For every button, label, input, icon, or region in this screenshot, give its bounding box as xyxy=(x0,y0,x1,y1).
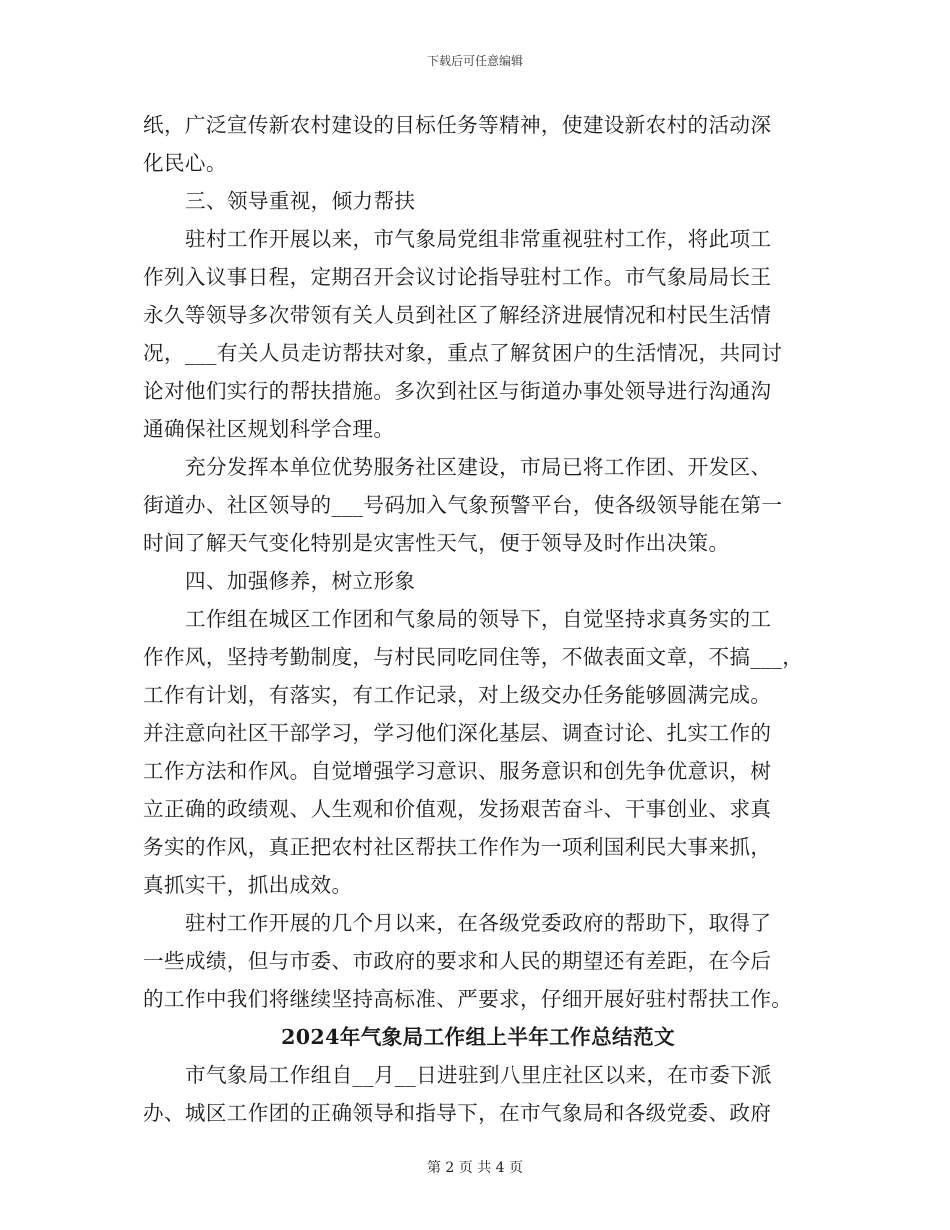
text-line: 永久等领导多次带领有关人员到社区了解经济进展情况和村民生活情 xyxy=(143,303,772,327)
text-line: 充分发挥本单位优势服务社区建设，市局已将工作团、开发区、 xyxy=(185,455,772,479)
text-line: 立正确的政绩观、人生观和价值观，发扬艰苦奋斗、干事创业、求真 xyxy=(143,797,772,821)
text-line: 况，___有关人员走访帮扶对象，重点了解贫困户的生活情况，共同讨 xyxy=(143,341,783,365)
document-title: 2024年气象局工作组上半年工作总结范文 xyxy=(281,1025,675,1049)
text-line: 市气象局工作组自__月__日进驻到八里庄社区以来，在市委下派 xyxy=(185,1063,773,1087)
text-line: 通确保社区规划科学合理。 xyxy=(143,417,395,441)
text-line: 务实的作风，真正把农村社区帮扶工作作为一项利国利民大事来抓， xyxy=(143,835,772,859)
text-line: 街道办、社区领导的___号码加入气象预警平台，使各级领导能在第一 xyxy=(143,493,783,517)
text-line: 化民心。 xyxy=(143,151,227,175)
section-heading: 三、领导重视，倾力帮扶 xyxy=(185,189,416,213)
text-line: 时间了解天气变化特别是灾害性天气，便于领导及时作出决策。 xyxy=(143,531,730,555)
text-line: 工作方法和作风。自觉增强学习意识、服务意识和创先争优意识，树 xyxy=(143,759,772,783)
text-line: 作列入议事日程，定期召开会议讨论指导驻村工作。市气象局局长王 xyxy=(143,265,772,289)
text-line: 工作有计划，有落实，有工作记录，对上级交办任务能够圆满完成。 xyxy=(143,683,772,707)
text-line: 并注意向社区干部学习，学习他们深化基层、调查讨论、扎实工作的 xyxy=(143,721,772,745)
text-line: 驻村工作开展以来，市气象局党组非常重视驻村工作，将此项工 xyxy=(185,227,772,251)
document-body xyxy=(143,106,813,1132)
text-line: 驻村工作开展的几个月以来，在各级党委政府的帮助下，取得了 xyxy=(185,911,772,935)
page-number: 第 2 页 共 4 页 xyxy=(426,1160,524,1176)
text-line: 论对他们实行的帮扶措施。多次到社区与街道办事处领导进行沟通沟 xyxy=(143,379,772,403)
text-line: 办、城区工作团的正确领导和指导下，在市气象局和各级党委、政府 xyxy=(143,1101,772,1125)
text-line: 的工作中我们将继续坚持高标准、严要求，仔细开展好驻村帮扶工作。 xyxy=(143,987,793,1011)
section-heading: 四、加强修养，树立形象 xyxy=(185,569,416,593)
text-line: 作作风，坚持考勤制度，与村民同吃同住等，不做表面文章，不搞___， xyxy=(143,645,804,669)
text-line: 真抓实干，抓出成效。 xyxy=(143,873,353,897)
text-line: 纸，广泛宣传新农村建设的目标任务等精神，使建设新农村的活动深 xyxy=(143,113,772,137)
text-line: 工作组在城区工作团和气象局的领导下，自觉坚持求真务实的工 xyxy=(185,607,772,631)
page-header: 下载后可任意编辑 xyxy=(426,54,523,68)
text-line: 一些成绩，但与市委、市政府的要求和人民的期望还有差距，在今后 xyxy=(143,949,772,973)
